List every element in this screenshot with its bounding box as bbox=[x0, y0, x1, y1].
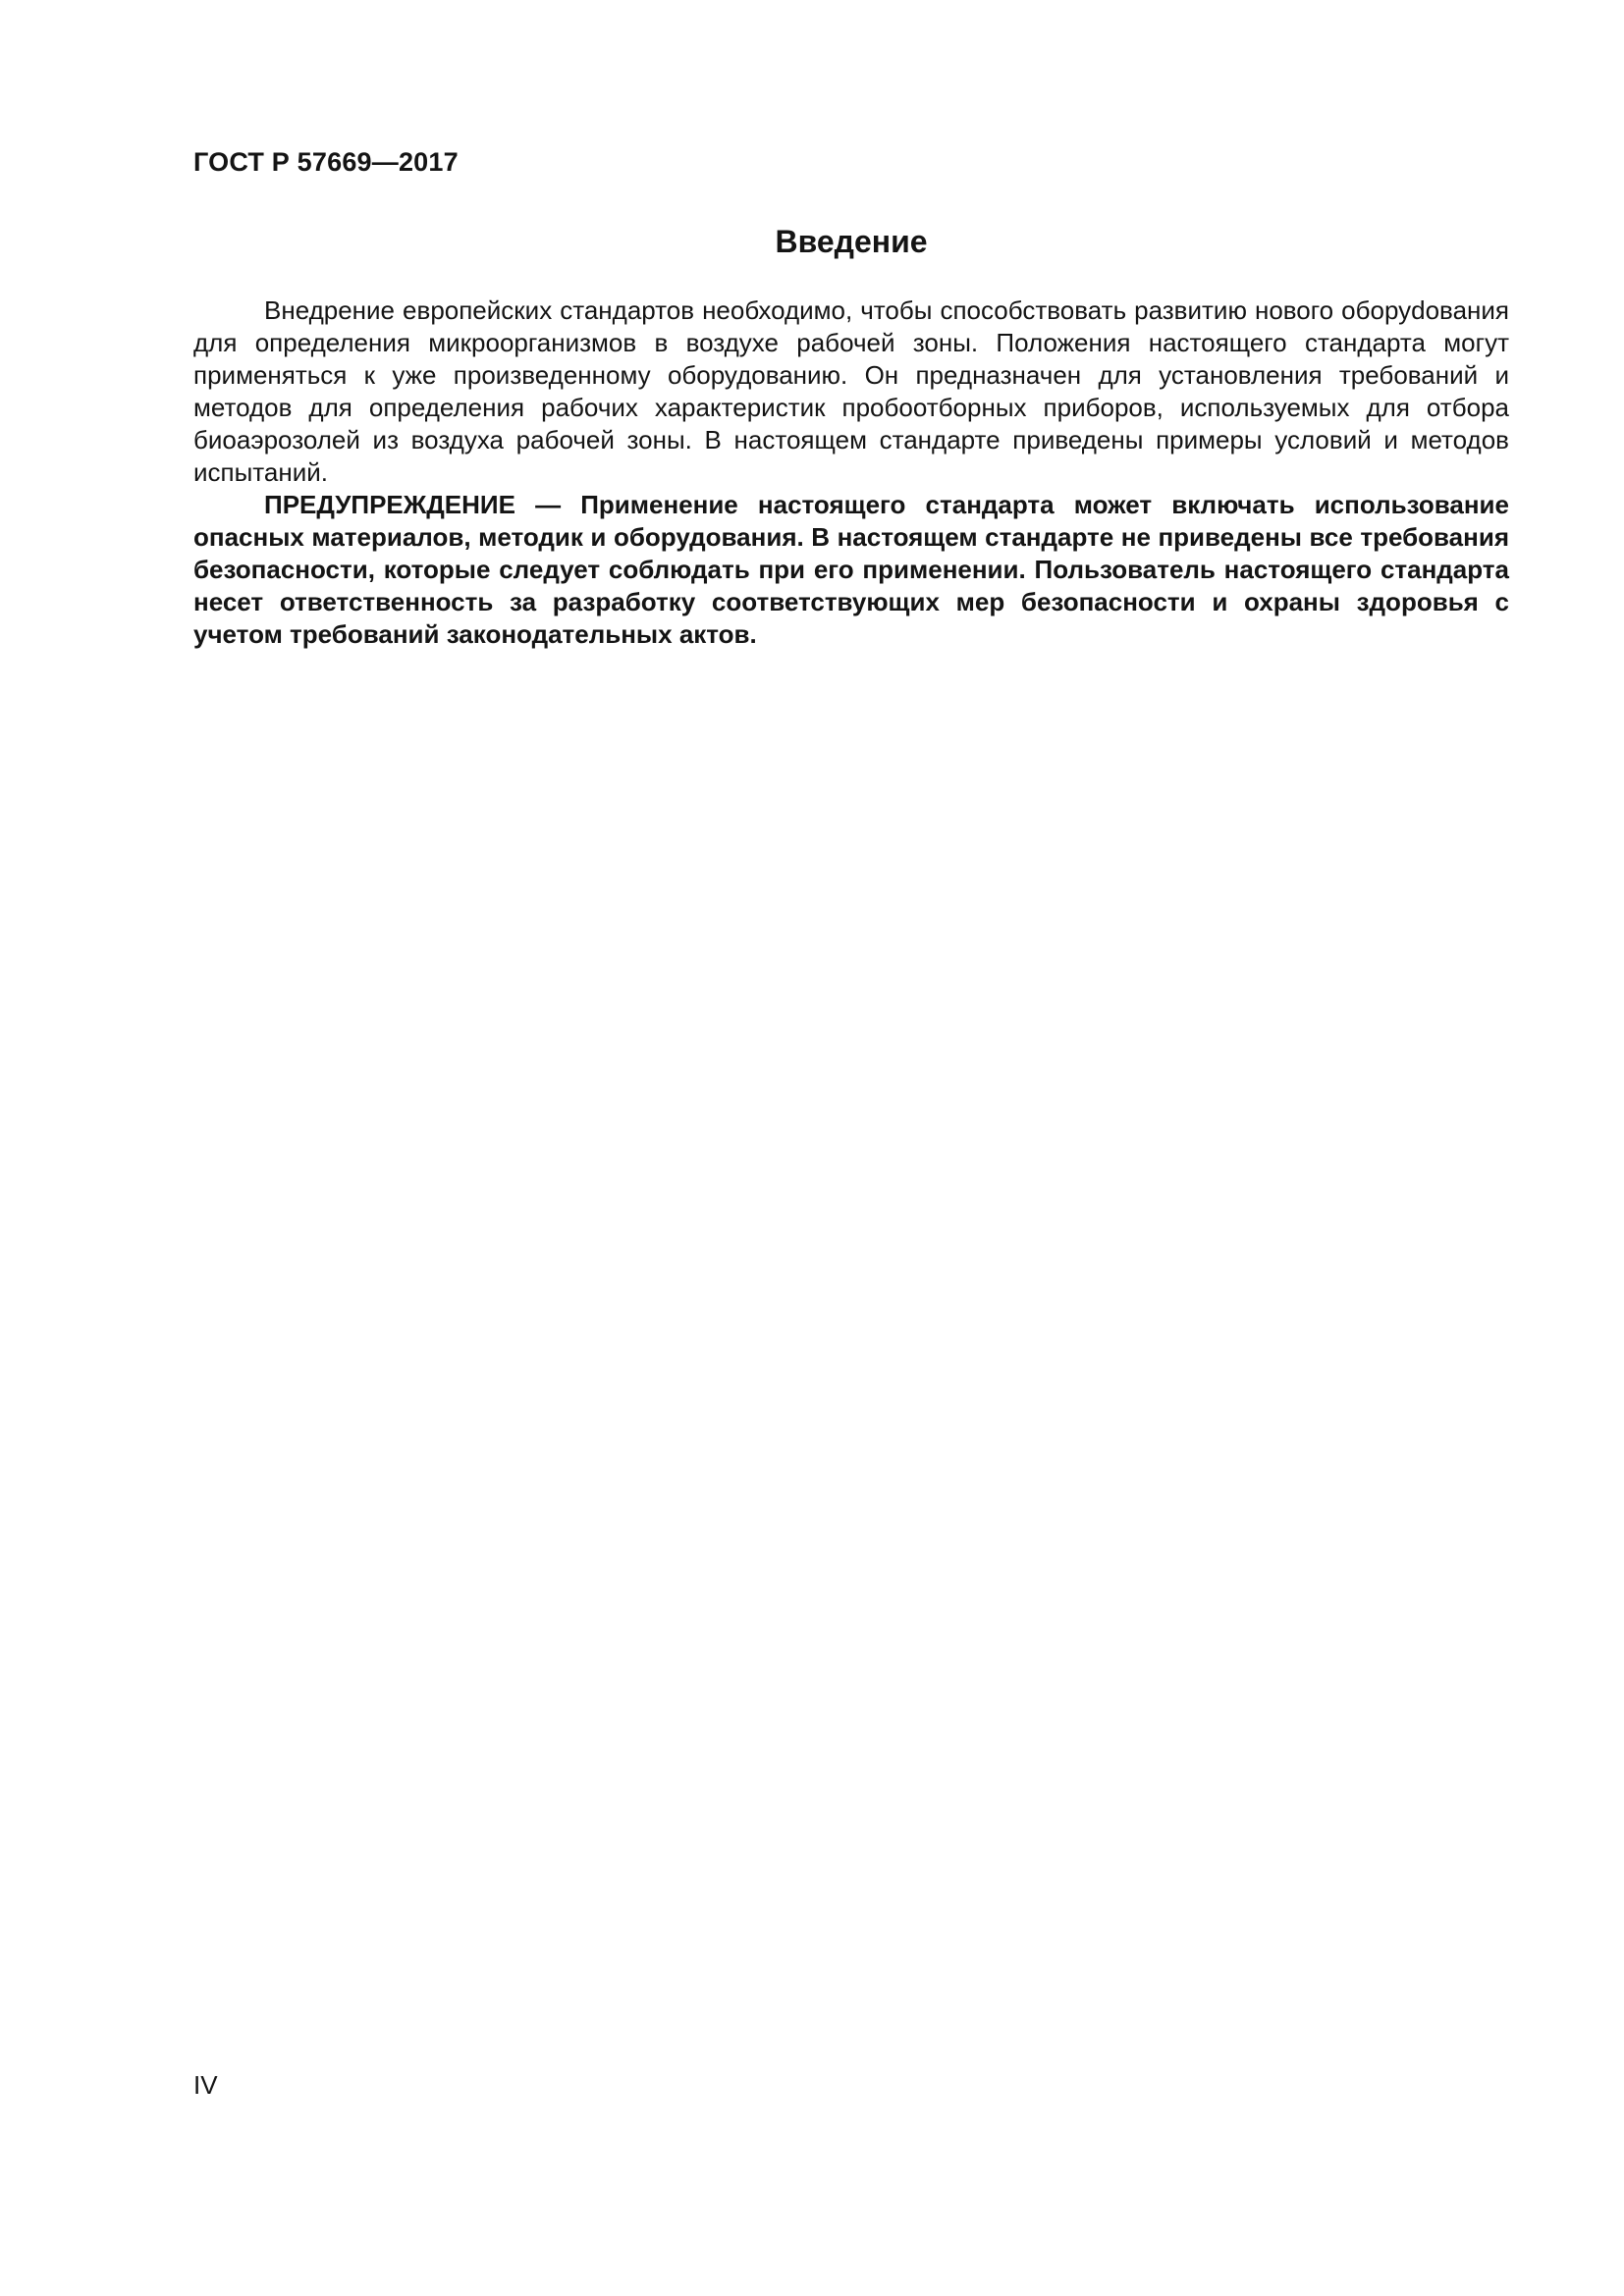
section-title: Введение bbox=[775, 224, 928, 259]
introduction-body bbox=[193, 294, 1509, 651]
standard-designation-header: ГОСТ Р 57669—2017 bbox=[193, 147, 459, 177]
page-number: IV bbox=[193, 2070, 218, 2100]
introduction-paragraph: Внедрение европейских стандартов необходимо, чтобы способствовать развитию нового оборуdования для определения микроорганизмов в воздухе рабочей зоны. Положения настоящего стандарта могут применяться к уже произведенному оборудованию. Он предназначен для установления требований и методов для определения рабочих характеристик пробоотборных приборов, используемых для отбора биоаэрозолей из воздуха рабочей зоны. В настоящем стандарте приведены примеры условий и методов испытаний. bbox=[193, 295, 1509, 487]
warning-paragraph: ПРЕДУПРЕЖДЕНИЕ — Применение настоящего стандарта может включать использование опасных материалов, методик и оборудования. В настоящем стандарте не приведены все требования безопасности, которые следует соблюдать при его применении. Пользователь настоящего стандарта несет ответственность за разработку соответствующих мер безопасности и охраны здоровья с учетом требований законодательных актов. bbox=[193, 490, 1509, 649]
